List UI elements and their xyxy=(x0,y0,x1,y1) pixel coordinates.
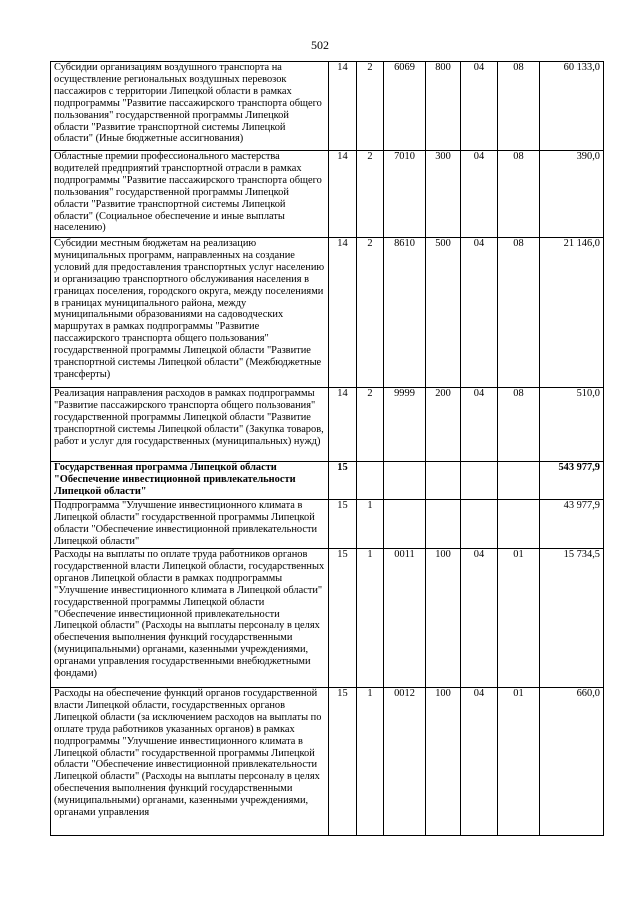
row-section-code: 04 xyxy=(461,688,498,836)
row-description: Расходы на обеспечение функций органов государственной власти Липецкой области, государственных органов Липецкой области (за исключением расходов на выплаты по оплате труда работников указанных органов) в рамках подпрограммы "Улучшение инвестиционного климата в Липецкой области" государственной программы Липецкой области "Обеспечение инвестиционной привлекательности Липецкой области" (Расходы на выплаты персоналу в целях обеспечения выполнения функций государственными (муниципальными) органами, казенными учреждениями, органами управления xyxy=(51,688,329,836)
row-amount: 43 977,9 xyxy=(540,500,604,549)
table-row xyxy=(51,238,604,388)
row-amount: 510,0 xyxy=(540,388,604,462)
row-expense-type-code: 200 xyxy=(426,388,461,462)
table-row xyxy=(51,151,604,238)
table-body xyxy=(51,62,604,836)
row-direction-code: 7010 xyxy=(384,151,426,238)
row-subprogram-code: 2 xyxy=(357,238,384,388)
row-section-code: 04 xyxy=(461,238,498,388)
row-subprogram-code: 2 xyxy=(357,151,384,238)
table-row xyxy=(51,62,604,151)
row-amount: 543 977,9 xyxy=(540,462,604,500)
row-program-code: 14 xyxy=(329,151,357,238)
row-subsection-code: 08 xyxy=(498,238,540,388)
row-subsection-code: 01 xyxy=(498,549,540,688)
row-amount: 660,0 xyxy=(540,688,604,836)
row-description: Субсидии местным бюджетам на реализацию муниципальных программ, направленных на создание условий для предоставления транспортных услуг населению и организацию транспортного обслуживания населения в границах поселения, городского округа, между поселениями в границах муниципального района, между муниципальными образованиями на садоводческих маршрутах в рамках подпрограммы "Развитие пассажирского транспорта общего пользования" государственной программы Липецкой области "Развитие транспортной системы Липецкой области" (Межбюджетные трансферты) xyxy=(51,238,329,388)
table-row xyxy=(51,549,604,688)
row-program-code: 14 xyxy=(329,62,357,151)
row-amount: 21 146,0 xyxy=(540,238,604,388)
row-expense-type-code xyxy=(426,500,461,549)
row-description: Государственная программа Липецкой области "Обеспечение инвестиционной привлекательности Липецкой области" xyxy=(51,462,329,500)
table-row xyxy=(51,500,604,549)
row-section-code: 04 xyxy=(461,549,498,688)
row-section-code: 04 xyxy=(461,62,498,151)
row-subsection-code xyxy=(498,462,540,500)
row-subprogram-code: 2 xyxy=(357,388,384,462)
row-program-code: 15 xyxy=(329,688,357,836)
row-direction-code xyxy=(384,500,426,549)
row-subprogram-code xyxy=(357,462,384,500)
row-description: Реализация направления расходов в рамках подпрограммы "Развитие пассажирского транспорта общего пользования" государственной программы Липецкой области "Развитие транспортной системы Липецкой области" (Закупка товаров, работ и услуг для государственных (муниципальных) нужд) xyxy=(51,388,329,462)
row-program-code: 14 xyxy=(329,238,357,388)
row-section-code xyxy=(461,500,498,549)
row-subsection-code: 08 xyxy=(498,62,540,151)
row-subprogram-code: 2 xyxy=(357,62,384,151)
row-subsection-code: 08 xyxy=(498,388,540,462)
row-subprogram-code: 1 xyxy=(357,688,384,836)
row-direction-code: 0011 xyxy=(384,549,426,688)
table-row xyxy=(51,688,604,836)
row-section-code: 04 xyxy=(461,388,498,462)
row-expense-type-code: 300 xyxy=(426,151,461,238)
row-program-code: 15 xyxy=(329,462,357,500)
row-direction-code: 9999 xyxy=(384,388,426,462)
page-number: 502 xyxy=(311,38,329,52)
row-section-code: 04 xyxy=(461,151,498,238)
row-expense-type-code: 800 xyxy=(426,62,461,151)
row-description: Областные премии профессионального мастерства водителей предприятий транспортной отрасли в рамках подпрограммы "Развитие пассажирского транспорта общего пользования" государственной программы Липецкой области "Развитие транспортной системы Липецкой области" (Социальное обеспечение и иные выплаты населению) xyxy=(51,151,329,238)
row-subsection-code: 08 xyxy=(498,151,540,238)
row-program-code: 15 xyxy=(329,549,357,688)
budget-table xyxy=(50,61,604,836)
row-subsection-code xyxy=(498,500,540,549)
row-description: Субсидии организациям воздушного транспорта на осуществление региональных воздушных перевозок пассажиров с территории Липецкой области в рамках подпрограммы "Развитие пассажирского транспорта общего пользования" государственной программы Липецкой области "Развитие транспортной системы Липецкой области" (Иные бюджетные ассигнования) xyxy=(51,62,329,151)
row-direction-code: 0012 xyxy=(384,688,426,836)
row-amount: 390,0 xyxy=(540,151,604,238)
row-expense-type-code: 100 xyxy=(426,688,461,836)
row-section-code xyxy=(461,462,498,500)
row-expense-type-code xyxy=(426,462,461,500)
row-direction-code: 8610 xyxy=(384,238,426,388)
row-direction-code xyxy=(384,462,426,500)
row-program-code: 15 xyxy=(329,500,357,549)
row-expense-type-code: 100 xyxy=(426,549,461,688)
row-subprogram-code: 1 xyxy=(357,549,384,688)
table-row xyxy=(51,462,604,500)
row-amount: 60 133,0 xyxy=(540,62,604,151)
row-amount: 15 734,5 xyxy=(540,549,604,688)
row-expense-type-code: 500 xyxy=(426,238,461,388)
row-direction-code: 6069 xyxy=(384,62,426,151)
row-program-code: 14 xyxy=(329,388,357,462)
row-description: Расходы на выплаты по оплате труда работников органов государственной власти Липецкой области, государственных органов Липецкой области в рамках подпрограммы "Улучшение инвестиционного климата в Липецкой области" государственной программы Липецкой области "Обеспечение инвестиционной привлекательности Липецкой области" (Расходы на выплаты персоналу в целях обеспечения выполнения функций государственными (муниципальными) органами, казенными учреждениями, органами управления государственными внебюджетными фондами) xyxy=(51,549,329,688)
row-subsection-code: 01 xyxy=(498,688,540,836)
row-subprogram-code: 1 xyxy=(357,500,384,549)
row-description: Подпрограмма "Улучшение инвестиционного климата в Липецкой области" государственной программы Липецкой области "Обеспечение инвестиционной привлекательности Липецкой области" xyxy=(51,500,329,549)
table-row xyxy=(51,388,604,462)
